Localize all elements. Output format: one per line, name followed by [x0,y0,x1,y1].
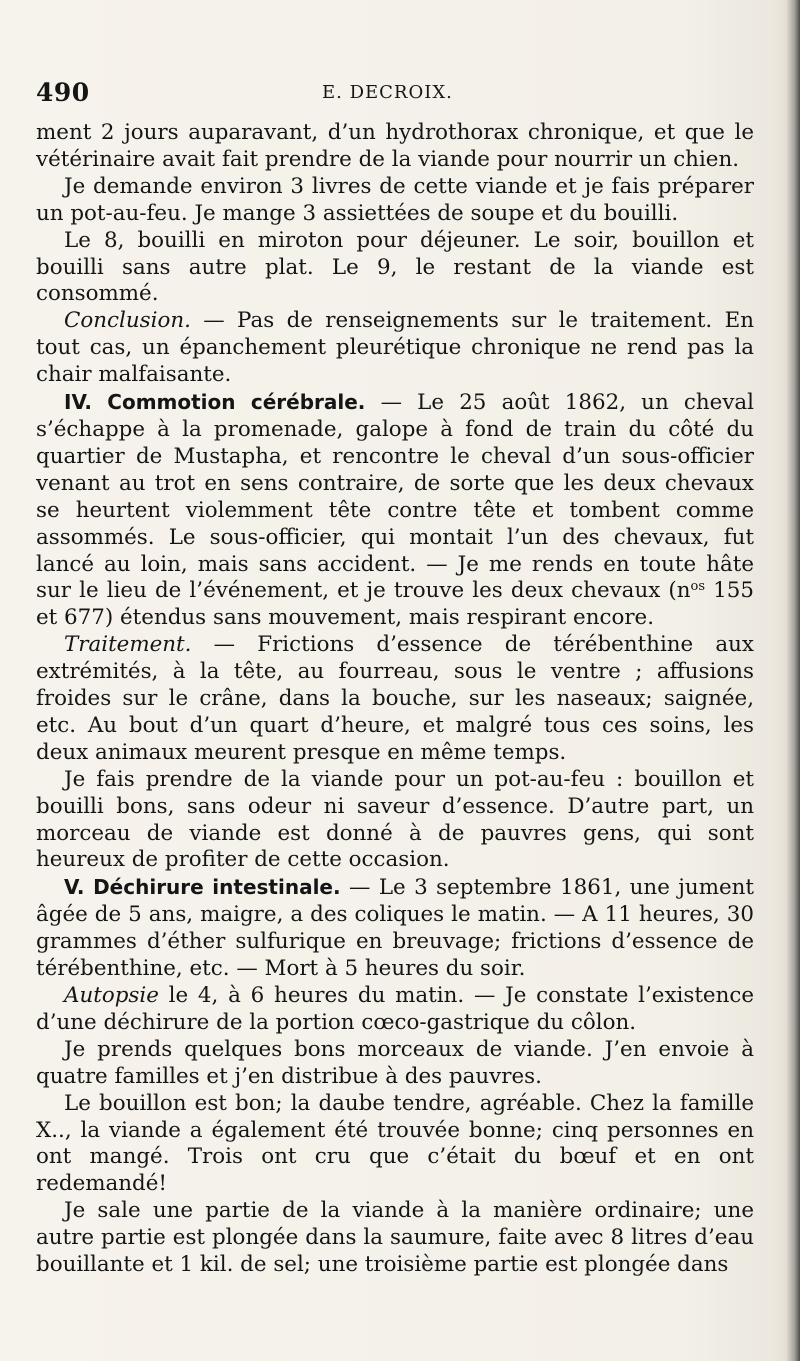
paragraph [36,1037,754,1091]
section-label: Traitement. [64,632,192,658]
paragraph-text: — Le 25 août 1862, un cheval s’échappe à la promenade, galope à fond de train du côté du quartier de Mustapha, et rencontre le cheval d’un sous-officier venant au trot en sens contraire, de sorte que les deux chevaux se heurtent violemment tête contre tête et tombent comme assommés. Le sous-officier, qui montait l’un des chevaux, fut lancé au loin, mais sans accident. — Je me rends en toute hâte sur le lieu de l’événement, et je trouve les deux chevaux (n [36,390,755,604]
paragraph-text: Je fais prendre de la viande pour un pot-au-feu : bouillon et bouilli bons, sans odeur ni saveur d’essence. D’autre part, un morceau de viande est donné à de pauvres gens, qui sont heureux de profiter de cette occasion. [36,766,754,873]
paragraph [36,874,754,983]
section-heading: IV. Commotion cérébrale. [64,390,366,415]
paragraph [36,120,754,174]
section-label: Autopsie [64,983,159,1008]
body-text [36,120,754,1279]
paragraph-text: — Le 3 septembre 1861, une jument âgée de 5 ans, maigre, a des coliques le matin. — A 11 heures, 30 grammes d’éther sulfurique en breuvage; frictions d’essence de térébenthine, etc. — Mort à 5 heures du soir. [36,875,755,982]
paragraph-text: Le bouillon est bon; la daube tendre, agréable. Chez la famille X.., la viande a également été trouvée bonne; cinq personnes en ont mangé. Trois ont cru que c’était du bœuf et en ont redemandé! [36,1090,754,1197]
paragraph-text: Je prends quelques bons morceaux de viande. J’en envoie à quatre familles et j’en distribue à des pauvres. [36,1036,754,1089]
paragraph-text: — Frictions d’essence de térébenthine aux extrémités, à la tête, au fourreau, sous le ventre ; affusions froides sur le crâne, dans la bouche, sur les naseaux; saignée, etc. Au bout d’un quart d’heure, et malgré tous ces soins, les deux animaux meurent presque en même temps. [36,632,754,765]
paragraph [36,1091,754,1199]
section-heading: V. Déchirure intestinale. [64,875,341,900]
paragraph [36,174,754,228]
paragraph-text: Je sale une partie de la viande à la manière ordinaire; une autre partie est plongée dans la saumure, faite avec 8 litres d’eau bouillante et 1 kil. de sel; une troisième partie est plongée dans [36,1198,754,1278]
paragraph [36,632,754,767]
paragraph-text: — Pas de renseignements sur le traitement. En tout cas, un épanchement pleurétique chronique ne rend pas la chair malfaisante. [36,308,754,388]
running-head: E. DECROIX. [322,82,453,103]
page-number: 490 [36,78,90,107]
paragraph [36,767,754,875]
paragraph-text: Je demande environ 3 livres de cette viande et je fais préparer un pot-au-feu. Je mange 3 assiettées de soupe et du bouilli. [36,173,754,226]
paragraph [36,983,754,1037]
section-label: Conclusion. [64,308,191,334]
paragraph-text: 155 et 677) étendus sans mouvement, mais respirant encore. [36,578,754,631]
page-edge-shadow [786,0,800,1361]
paragraph [36,228,754,309]
paragraph [36,308,754,389]
paragraph [36,1198,754,1279]
page-header [36,78,756,110]
paragraph-text: le 4, à 6 heures du matin. — Je constate l’existence d’une déchirure de la portion cœco-gastrique du côlon. [36,983,754,1035]
paragraph [36,389,754,632]
superscript: os [690,579,706,595]
paragraph-text: ment 2 jours auparavant, d’un hydrothorax chronique, et que le vétérinaire avait fait prendre de la viande pour nourrir un chien. [36,120,754,172]
paragraph-text: Le 8, bouilli en miroton pour déjeuner. Le soir, bouillon et bouilli sans autre plat. Le 9, le restant de la viande est consommé. [36,227,754,307]
